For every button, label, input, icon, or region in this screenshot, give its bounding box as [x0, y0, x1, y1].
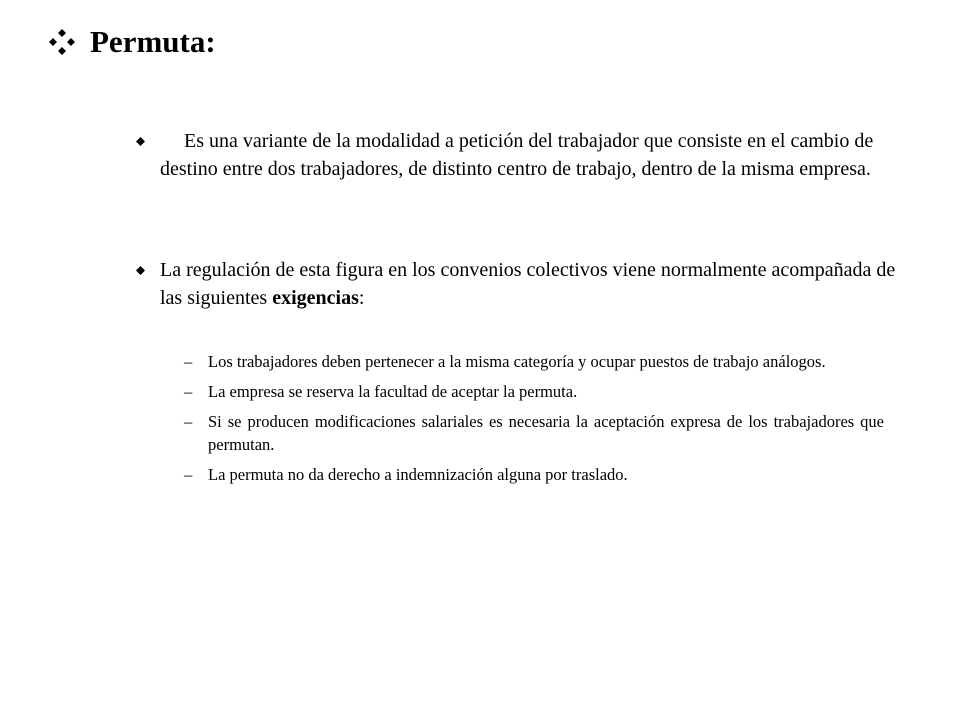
sub-item-text: Los trabajadores deben pertenecer a la misma categoría y ocupar puestos de trabajo análogos.: [208, 352, 826, 371]
bullet-bold-keyword: exigencias: [272, 287, 359, 309]
bullet-text: [136, 256, 896, 312]
dash-marker: –: [184, 412, 193, 431]
bullet-text: [136, 127, 896, 183]
sub-item-text: La empresa se reserva la facultad de aceptar la permuta.: [208, 382, 578, 401]
bullet-item: [136, 256, 896, 312]
bullet-text-before: La regulación de esta figura en los convenios colectivos viene normalmente acompañada de las siguientes: [160, 259, 896, 309]
sub-list-item: [184, 350, 884, 373]
sub-list-item: [184, 410, 884, 456]
dash-marker: –: [184, 352, 193, 371]
dash-marker: –: [184, 382, 193, 401]
sub-item-text: La permuta no da derecho a indemnización alguna por traslado.: [208, 465, 628, 484]
slide-title-row: [48, 26, 216, 57]
slide-title: Permuta:: [90, 24, 216, 59]
bullet-item: [136, 127, 896, 183]
bullet-rest-text: el cambio de destino entre dos trabajadores, de distinto centro de trabajo, dentro de la misma empresa.: [160, 130, 874, 180]
diamond-bullet-icon: [136, 266, 145, 275]
bullet-lead-text: Es una variante de la modalidad a petición del trabajador que consiste en: [184, 130, 767, 152]
sub-list-item: [184, 380, 884, 403]
dash-marker: –: [184, 465, 193, 484]
four-diamond-bullet-icon: [48, 28, 76, 56]
bullet-text-after: :: [358, 287, 365, 309]
sub-bullet-list: [184, 350, 884, 493]
diamond-bullet-icon: [136, 137, 145, 146]
sub-list-item: [184, 463, 884, 486]
sub-item-text: Si se producen modificaciones salariales es necesaria la aceptación expresa de los trabajadores que permutan.: [208, 412, 884, 454]
